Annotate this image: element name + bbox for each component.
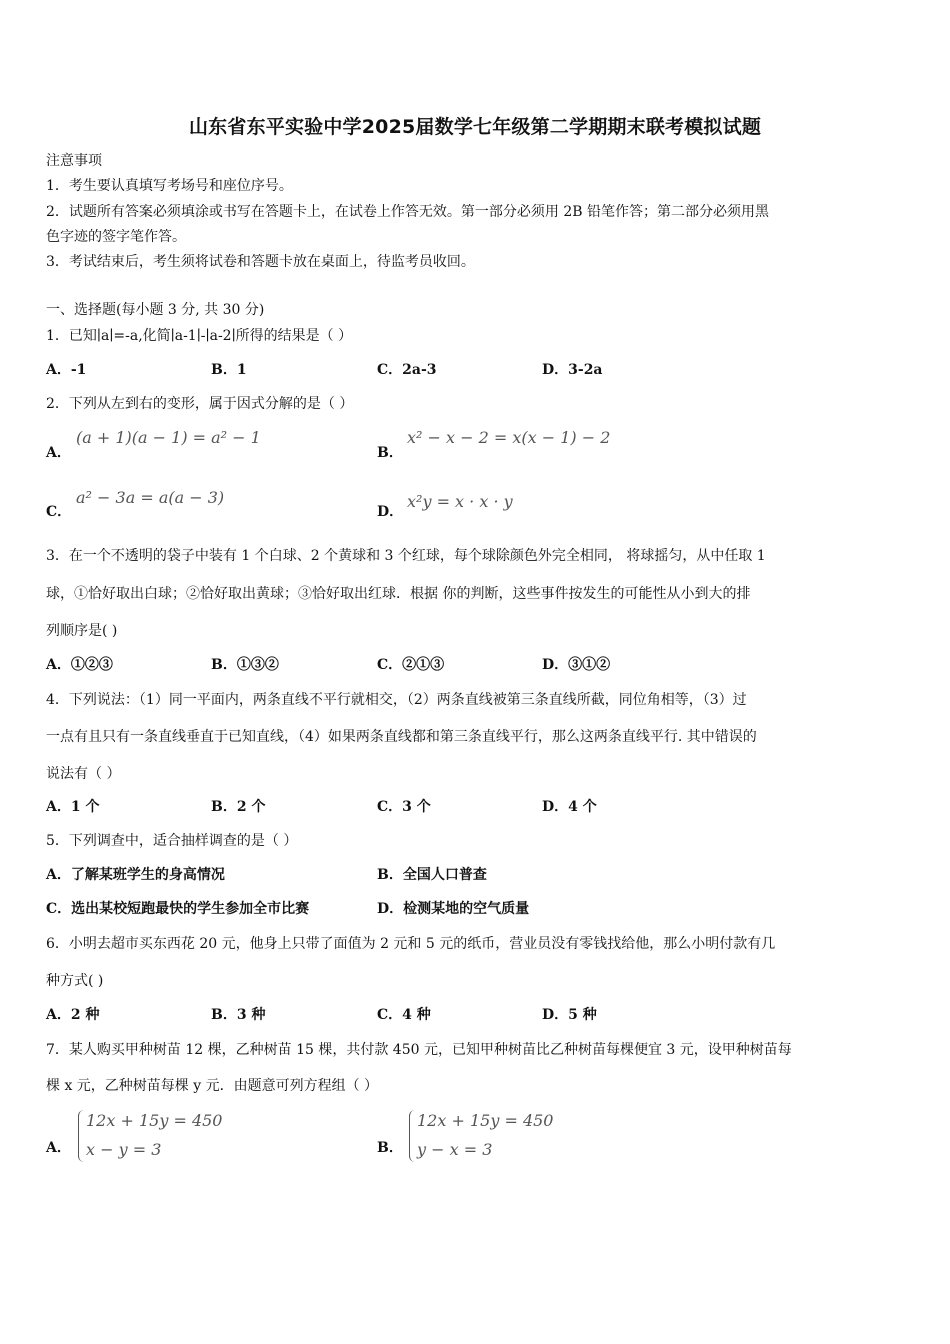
q4-option-d: D．4 个 [542, 799, 597, 815]
q5-option-d: D．检测某地的空气质量 [377, 901, 530, 917]
q3-option-a: A．①②③ [46, 657, 113, 673]
q7-stem-line-2: 棵 x 元，乙种树苗每棵 y 元．由题意可列方程组（ ） [46, 1078, 379, 1094]
q3-option-b: B．①③② [211, 657, 279, 673]
q2-stem: 2．下列从左到右的变形，属于因式分解的是（ ） [46, 396, 354, 412]
q6-stem-line-2: 种方式( ) [46, 973, 104, 989]
q4-option-c: C．3 个 [377, 799, 431, 815]
q7-option-b-eq1: 12x + 15y = 450 [417, 1111, 554, 1130]
notice-item-1: 1．考生要认真填写考场号和座位序号。 [46, 178, 293, 194]
q4-stem-line-3: 说法有（ ） [46, 766, 121, 782]
exam-title: 山东省东平实验中学2025届数学七年级第二学期期末联考模拟试题 [188, 116, 762, 138]
q2-option-b-expr: x² − x − 2 = x(x − 1) − 2 [407, 428, 611, 447]
q2-option-d-expr: x²y = x · x · y [407, 492, 513, 511]
q6-option-c: C．4 种 [377, 1007, 431, 1023]
q3-option-c: C．②①③ [377, 657, 445, 673]
q3-option-d: D．③①② [542, 657, 611, 673]
notice-item-3: 3．考试结束后，考生须将试卷和答题卡放在桌面上，待监考员收回。 [46, 254, 475, 270]
q7-option-b-system [409, 1110, 609, 1166]
q2-option-a-label: A． [46, 445, 71, 461]
q7-option-a-system [78, 1110, 278, 1166]
q4-option-b: B．2 个 [211, 799, 266, 815]
notice-item-2: 2．试题所有答案必须填涂或书写在答题卡上，在试卷上作答无效。第一部分必须用 2B 铅笔作答；第二部分必须用黑 [46, 204, 769, 220]
q4-stem-line-2: 一点有且只有一条直线垂直于已知直线，（4）如果两条直线都和第三条直线平行，那么这两条直线平行. 其中错误的 [46, 729, 757, 745]
q7-option-b-eq2: y − x = 3 [417, 1140, 493, 1159]
q2-option-b-label: B． [377, 445, 403, 461]
q1-option-c: C．2a-3 [377, 362, 437, 378]
q7-option-a-label: A． [46, 1140, 71, 1156]
q3-stem-line-3: 列顺序是( ) [46, 623, 118, 639]
q6-option-b: B．3 种 [211, 1007, 266, 1023]
q1-option-b: B．1 [211, 362, 247, 378]
q4-stem-line-1: 4．下列说法：（1）同一平面内，两条直线不平行就相交，（2）两条直线被第三条直线所截，同位角相等，（3）过 [46, 692, 747, 708]
notice-heading: 注意事项 [46, 153, 102, 169]
q7-option-a-eq1: 12x + 15y = 450 [86, 1111, 223, 1130]
q3-stem-line-2: 球，①恰好取出白球；②恰好取出黄球；③恰好取出红球．根据 你的判断，这些事件按发生的可能性从小到大的排 [46, 586, 751, 602]
q6-option-d: D．5 种 [542, 1007, 597, 1023]
q6-option-a: A．2 种 [46, 1007, 100, 1023]
q5-option-a: A．了解某班学生的身高情况 [46, 867, 225, 883]
q2-option-d-label: D． [377, 504, 404, 520]
notice-item-2-cont: 色字迹的签字笔作答。 [46, 229, 186, 245]
q6-stem-line-1: 6．小明去超市买东西花 20 元，他身上只带了面值为 2 元和 5 元的纸币，营业员没有零钱找给他，那么小明付款有几 [46, 936, 776, 952]
q1-stem: 1．已知∣a∣=-a,化简∣a-1∣-∣a-2∣所得的结果是（ ） [46, 328, 353, 344]
q5-option-c: C．选出某校短跑最快的学生参加全市比赛 [46, 901, 310, 917]
q4-option-a: A．1 个 [46, 799, 100, 815]
q5-option-b: B．全国人口普查 [377, 867, 487, 883]
q7-option-b-label: B． [377, 1140, 403, 1156]
q1-option-d: D．3-2a [542, 362, 603, 378]
q7-option-a-eq2: x − y = 3 [86, 1140, 162, 1159]
q2-option-a-expr: (a + 1)(a − 1) = a² − 1 [76, 428, 261, 447]
q7-stem-line-1: 7．某人购买甲种树苗 12 棵，乙种树苗 15 棵，共付款 450 元，已知甲种树苗比乙种树苗每棵便宜 3 元，设甲种树苗每 [46, 1042, 792, 1058]
q2-option-c-label: C． [46, 504, 72, 520]
q2-option-c-expr: a² − 3a = a(a − 3) [76, 488, 225, 507]
section-heading: 一、选择题(每小题 3 分, 共 30 分) [46, 302, 265, 318]
q5-stem: 5．下列调查中，适合抽样调查的是（ ） [46, 833, 298, 849]
q1-option-a: A．-1 [46, 362, 87, 378]
q3-stem-line-1: 3．在一个不透明的袋子中装有 1 个白球、2 个黄球和 3 个红球，每个球除颜色外完全相同， 将球摇匀，从中任取 1 [46, 548, 766, 564]
